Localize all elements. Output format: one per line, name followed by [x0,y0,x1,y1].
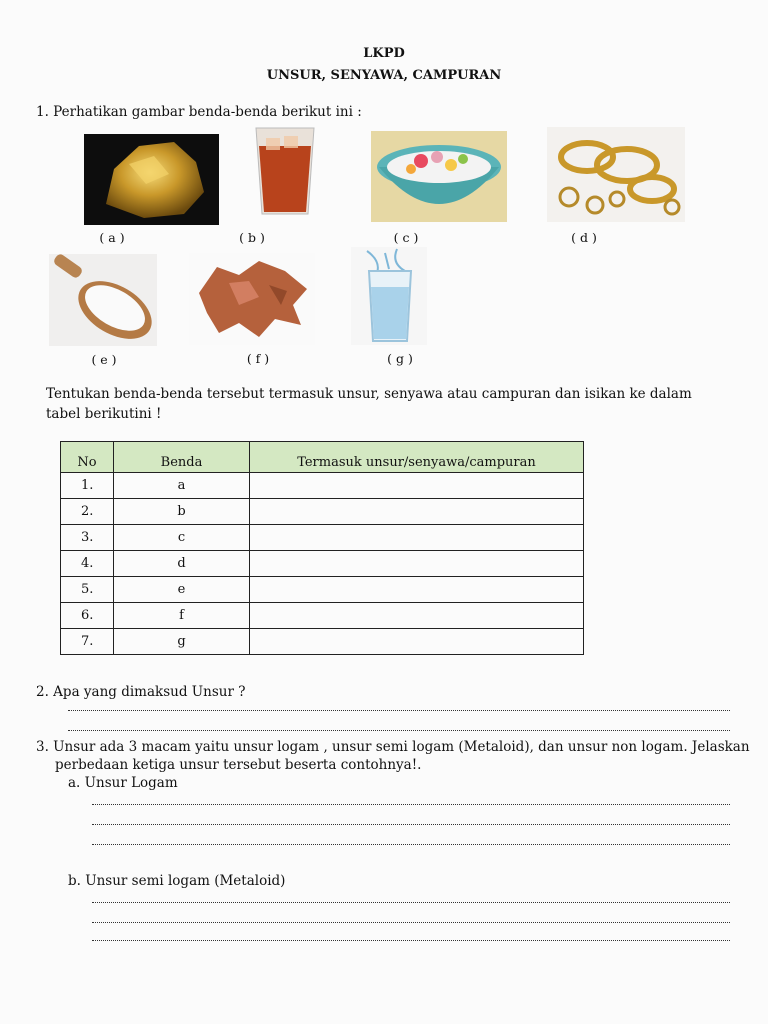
answer-line[interactable] [92,844,730,845]
answer-cell[interactable] [250,473,584,499]
answer-cell[interactable] [250,551,584,577]
row-no: 3. [61,525,114,551]
answer-cell[interactable] [250,499,584,525]
instruction-line-2: tabel berikutini ! [46,406,162,422]
answer-line[interactable] [92,804,730,805]
page-subtitle: UNSUR, SENYAWA, CAMPURAN [266,68,502,83]
image-label-a: ( a ) [99,230,125,245]
answer-line[interactable] [92,824,730,825]
answer-line[interactable] [92,940,730,941]
row-benda: g [114,629,250,655]
table-header-row [61,442,584,473]
page-title: LKPD [363,46,405,61]
header-no: No [61,442,114,473]
image-label-g: ( g ) [387,351,413,366]
image-label-e: ( e ) [91,352,117,367]
row-no: 4. [61,551,114,577]
row-benda: f [114,603,250,629]
copper-ore-icon [189,253,315,345]
answer-cell[interactable] [250,525,584,551]
answer-line[interactable] [68,710,730,711]
image-label-c: ( c ) [393,230,419,245]
row-no: 1. [61,473,114,499]
row-no: 2. [61,499,114,525]
fruit-ice-bowl-icon [371,131,507,222]
row-benda: b [114,499,250,525]
question-3-line-1: 3. Unsur ada 3 macam yaitu unsur logam , unsur semi logam (Metaloid), dan unsur non logam. Jelaskan [36,739,750,755]
image-label-b: ( b ) [239,230,265,245]
iced-tea-icon [250,124,320,220]
row-benda: c [114,525,250,551]
table-row [61,577,584,603]
table-row [61,551,584,577]
row-benda: a [114,473,250,499]
answer-line[interactable] [92,902,730,903]
gold-jewelry-icon [547,127,685,222]
table-row [61,525,584,551]
header-benda: Benda [114,442,250,473]
instruction-line-1: Tentukan benda-benda tersebut termasuk unsur, senyawa atau campuran dan isikan ke dalam [46,386,692,402]
sugar-scoop-icon [49,254,157,346]
question-3-line-2: perbedaan ketiga unsur tersebut beserta contohnya!. [55,757,422,773]
table-row [61,473,584,499]
question-1: 1. Perhatikan gambar benda-benda berikut ini : [36,104,362,120]
question-2: 2. Apa yang dimaksud Unsur ? [36,684,246,700]
row-no: 5. [61,577,114,603]
row-no: 6. [61,603,114,629]
answer-cell[interactable] [250,577,584,603]
classification-table [60,441,584,655]
water-glass-icon [351,247,427,345]
answer-line[interactable] [68,730,730,731]
table-row [61,499,584,525]
table-row [61,603,584,629]
image-label-d: ( d ) [571,230,597,245]
table-row [61,629,584,655]
header-termasuk: Termasuk unsur/senyawa/campuran [250,442,584,473]
row-no: 7. [61,629,114,655]
subquestion-b: b. Unsur semi logam (Metaloid) [68,873,286,889]
answer-cell[interactable] [250,629,584,655]
row-benda: d [114,551,250,577]
row-benda: e [114,577,250,603]
image-label-f: ( f ) [246,351,270,366]
subquestion-a: a. Unsur Logam [68,775,178,791]
gold-nugget-icon [84,134,219,225]
answer-cell[interactable] [250,603,584,629]
answer-line[interactable] [92,922,730,923]
